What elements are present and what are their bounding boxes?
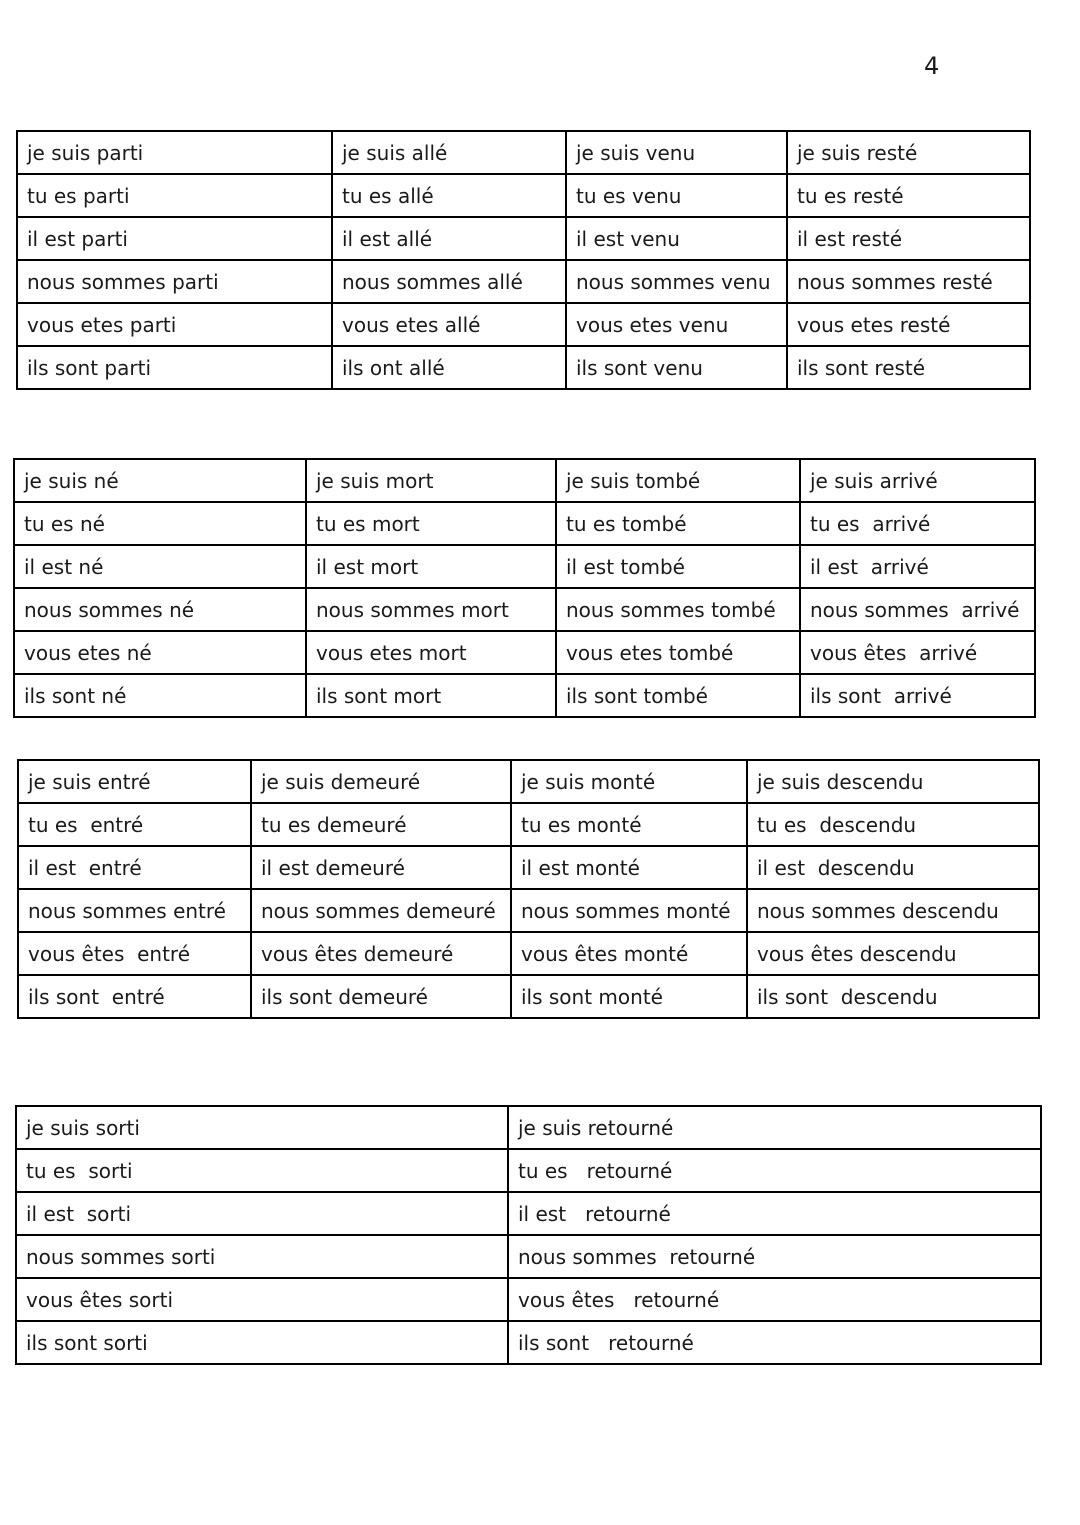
table-cell: vous etes venu — [566, 303, 787, 346]
table-cell: vous êtes retourné — [508, 1278, 1041, 1321]
table-row — [18, 846, 1039, 889]
table-cell: nous sommes retourné — [508, 1235, 1041, 1278]
table-cell: vous etes tombé — [556, 631, 800, 674]
table-cell: ils sont arrivé — [800, 674, 1035, 717]
table-cell: tu es venu — [566, 174, 787, 217]
table-cell: tu es mort — [306, 502, 556, 545]
table-row — [14, 631, 1035, 674]
table-row — [16, 1235, 1041, 1278]
table-cell: tu es tombé — [556, 502, 800, 545]
table-row — [17, 174, 1030, 217]
conjugation-table-1 — [16, 130, 1031, 390]
table-cell: je suis parti — [17, 131, 332, 174]
table-row — [17, 217, 1030, 260]
table-row — [16, 1278, 1041, 1321]
table-cell: il est venu — [566, 217, 787, 260]
table-cell: ils sont demeuré — [251, 975, 511, 1018]
table-cell: nous sommes parti — [17, 260, 332, 303]
table-cell: il est retourné — [508, 1192, 1041, 1235]
table-cell: tu es descendu — [747, 803, 1039, 846]
table-cell: nous sommes entré — [18, 889, 251, 932]
table-row — [18, 803, 1039, 846]
table-cell: il est resté — [787, 217, 1030, 260]
table-cell: ils sont retourné — [508, 1321, 1041, 1364]
table-cell: tu es né — [14, 502, 306, 545]
table-row — [18, 760, 1039, 803]
table-cell: il est parti — [17, 217, 332, 260]
table-cell: je suis resté — [787, 131, 1030, 174]
table-cell: nous sommes sorti — [16, 1235, 508, 1278]
table-cell: je suis mort — [306, 459, 556, 502]
table-row — [14, 459, 1035, 502]
table-row — [14, 588, 1035, 631]
table-row — [18, 932, 1039, 975]
table-cell: nous sommes né — [14, 588, 306, 631]
table-cell: vous etes allé — [332, 303, 566, 346]
table-row — [17, 131, 1030, 174]
table-cell: tu es demeuré — [251, 803, 511, 846]
table-cell: ils sont mort — [306, 674, 556, 717]
table-cell: nous sommes arrivé — [800, 588, 1035, 631]
conjugation-table-2 — [13, 458, 1036, 718]
table-cell: il est sorti — [16, 1192, 508, 1235]
table-row — [16, 1192, 1041, 1235]
table-cell: vous êtes sorti — [16, 1278, 508, 1321]
table-cell: tu es retourné — [508, 1149, 1041, 1192]
table-cell: je suis entré — [18, 760, 251, 803]
table-cell: vous etes né — [14, 631, 306, 674]
table-row — [18, 889, 1039, 932]
table-cell: tu es monté — [511, 803, 747, 846]
table-cell: il est arrivé — [800, 545, 1035, 588]
table-cell: je suis arrivé — [800, 459, 1035, 502]
table-cell: vous êtes demeuré — [251, 932, 511, 975]
table-cell: ils sont tombé — [556, 674, 800, 717]
table-cell: ils sont venu — [566, 346, 787, 389]
table-cell: nous sommes resté — [787, 260, 1030, 303]
table-cell: il est allé — [332, 217, 566, 260]
table-row — [16, 1321, 1041, 1364]
table-cell: vous êtes monté — [511, 932, 747, 975]
table-cell: il est descendu — [747, 846, 1039, 889]
table-cell: tu es entré — [18, 803, 251, 846]
table-cell: il est mort — [306, 545, 556, 588]
table-row — [16, 1149, 1041, 1192]
table-cell: vous etes resté — [787, 303, 1030, 346]
table-cell: ils sont né — [14, 674, 306, 717]
table-cell: je suis demeuré — [251, 760, 511, 803]
table-cell: nous sommes tombé — [556, 588, 800, 631]
table-row — [14, 545, 1035, 588]
table-cell: vous etes mort — [306, 631, 556, 674]
table-cell: vous êtes arrivé — [800, 631, 1035, 674]
table-cell: je suis sorti — [16, 1106, 508, 1149]
table-row — [14, 502, 1035, 545]
table-cell: je suis descendu — [747, 760, 1039, 803]
table-cell: ils sont resté — [787, 346, 1030, 389]
table-cell: tu es allé — [332, 174, 566, 217]
table-cell: je suis monté — [511, 760, 747, 803]
table-cell: nous sommes demeuré — [251, 889, 511, 932]
table-row — [17, 303, 1030, 346]
table-cell: tu es resté — [787, 174, 1030, 217]
table-cell: nous sommes descendu — [747, 889, 1039, 932]
table-cell: il est monté — [511, 846, 747, 889]
table-cell: je suis allé — [332, 131, 566, 174]
table-cell: tu es arrivé — [800, 502, 1035, 545]
table-cell: ils sont parti — [17, 346, 332, 389]
table-cell: nous sommes mort — [306, 588, 556, 631]
table-row — [18, 975, 1039, 1018]
table-cell: je suis né — [14, 459, 306, 502]
table-cell: il est entré — [18, 846, 251, 889]
table-cell: il est demeuré — [251, 846, 511, 889]
table-cell: ils ont allé — [332, 346, 566, 389]
conjugation-table-3 — [17, 759, 1040, 1019]
table-cell: il est né — [14, 545, 306, 588]
table-cell: nous sommes allé — [332, 260, 566, 303]
table-cell: ils sont monté — [511, 975, 747, 1018]
table-cell: vous etes parti — [17, 303, 332, 346]
table-cell: vous êtes descendu — [747, 932, 1039, 975]
table-cell: tu es parti — [17, 174, 332, 217]
table-cell: je suis tombé — [556, 459, 800, 502]
table-cell: je suis retourné — [508, 1106, 1041, 1149]
page-number: 4 — [924, 52, 940, 80]
table-row — [17, 346, 1030, 389]
table-cell: je suis venu — [566, 131, 787, 174]
table-cell: ils sont descendu — [747, 975, 1039, 1018]
table-cell: nous sommes monté — [511, 889, 747, 932]
table-cell: il est tombé — [556, 545, 800, 588]
table-cell: tu es sorti — [16, 1149, 508, 1192]
table-cell: ils sont sorti — [16, 1321, 508, 1364]
conjugation-table-4 — [15, 1105, 1042, 1365]
table-row — [16, 1106, 1041, 1149]
table-cell: vous êtes entré — [18, 932, 251, 975]
table-row — [14, 674, 1035, 717]
table-cell: nous sommes venu — [566, 260, 787, 303]
table-row — [17, 260, 1030, 303]
table-cell: ils sont entré — [18, 975, 251, 1018]
